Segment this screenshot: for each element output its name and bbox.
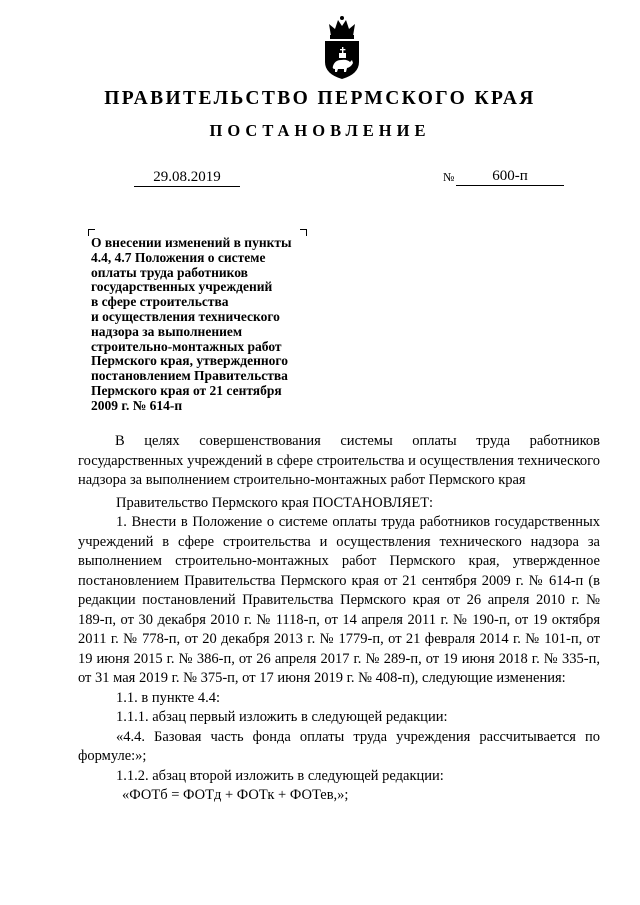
document-type: ПОСТАНОВЛЕНИЕ — [209, 121, 431, 140]
subject-line: строительно-монтажных работ — [91, 338, 282, 354]
subject-line: 4.4, 4.7 Положения о системе — [91, 249, 266, 265]
subject-line: Пермского края от 21 сентября — [91, 382, 282, 398]
subject-line: надзора за выполнением — [91, 323, 243, 339]
subject-line: 2009 г. № 614-п — [91, 397, 183, 413]
decree-date: 29.08.2019 — [134, 168, 240, 187]
number-sign: № — [443, 170, 455, 184]
subject-line: государственных учреждений — [91, 279, 273, 295]
quote-paragraph: «4.4. Базовая часть фонда оплаты труда учреждения рассчитывается по формуле:»; — [78, 728, 600, 764]
item-1-paragraph: 1. Внести в Положение о системе оплаты труда работников государственных учреждений в сфере строительства и осуществления технического надзора за выполнением строительно-монтажных работ Пермского края, утвержденное постановлением Правительства Пермского края от 21 сентября 2009 г. № 614-п (в редакции постановлений Правительства Пермского края от 26 апреля 2010 г. № 189-п, от 30 декабря 2010 г. № 1118-п, от 14 апреля 2011 г. № 190-п, от 19 октября 2011 г. № 778-п, от 20 декабря 2013 г. № 1779-п, от 21 февраля 2014 г. № 101-п, от 19 июня 2015 г. № 386-п, от 26 апреля 2017 г. № 289-п, от 19 июня 2018 г. № 335-п, от 31 мая 2019 г. № 375-п, от 17 июня 2019 г. № 408-п), следующие изменения: — [78, 514, 600, 686]
subject-line: Пермского края, утвержденного — [91, 353, 288, 369]
item-1-1-1-paragraph: 1.1.1. абзац первый изложить в следующей редакции: — [116, 709, 448, 725]
subject-line: и осуществления технического — [91, 308, 280, 324]
decree-number: 600-п — [456, 167, 564, 186]
preamble-paragraph: В целях совершенствования системы оплаты труда работников государственных учреждений в сфере строительства и осуществления технического надзора за выполнением строительно-монтажных работ Пермского края — [78, 433, 600, 488]
item-1-1-paragraph: 1.1. в пункте 4.4: — [116, 689, 221, 706]
formula-paragraph: «ФОТб = ФОТд + ФОТк + ФОТев,»; — [122, 787, 349, 803]
subject-line: постановлением Правительства — [91, 368, 288, 384]
subject-corner-right — [300, 229, 307, 236]
government-title: ПРАВИТЕЛЬСТВО ПЕРМСКОГО КРАЯ — [104, 88, 536, 109]
decree-subject — [91, 236, 331, 414]
subject-line: оплаты труда работников — [91, 264, 248, 280]
item-1-1-2-paragraph: 1.1.2. абзац второй изложить в следующей редакции: — [116, 767, 444, 784]
decree-body — [78, 432, 600, 806]
subject-line: в сфере строительства — [91, 294, 229, 310]
coat-of-arms-icon — [323, 14, 361, 80]
resolves-paragraph: Правительство Пермского края ПОСТАНОВЛЯЕТ: — [116, 494, 434, 511]
subject-line: О внесении изменений в пункты — [91, 235, 292, 250]
